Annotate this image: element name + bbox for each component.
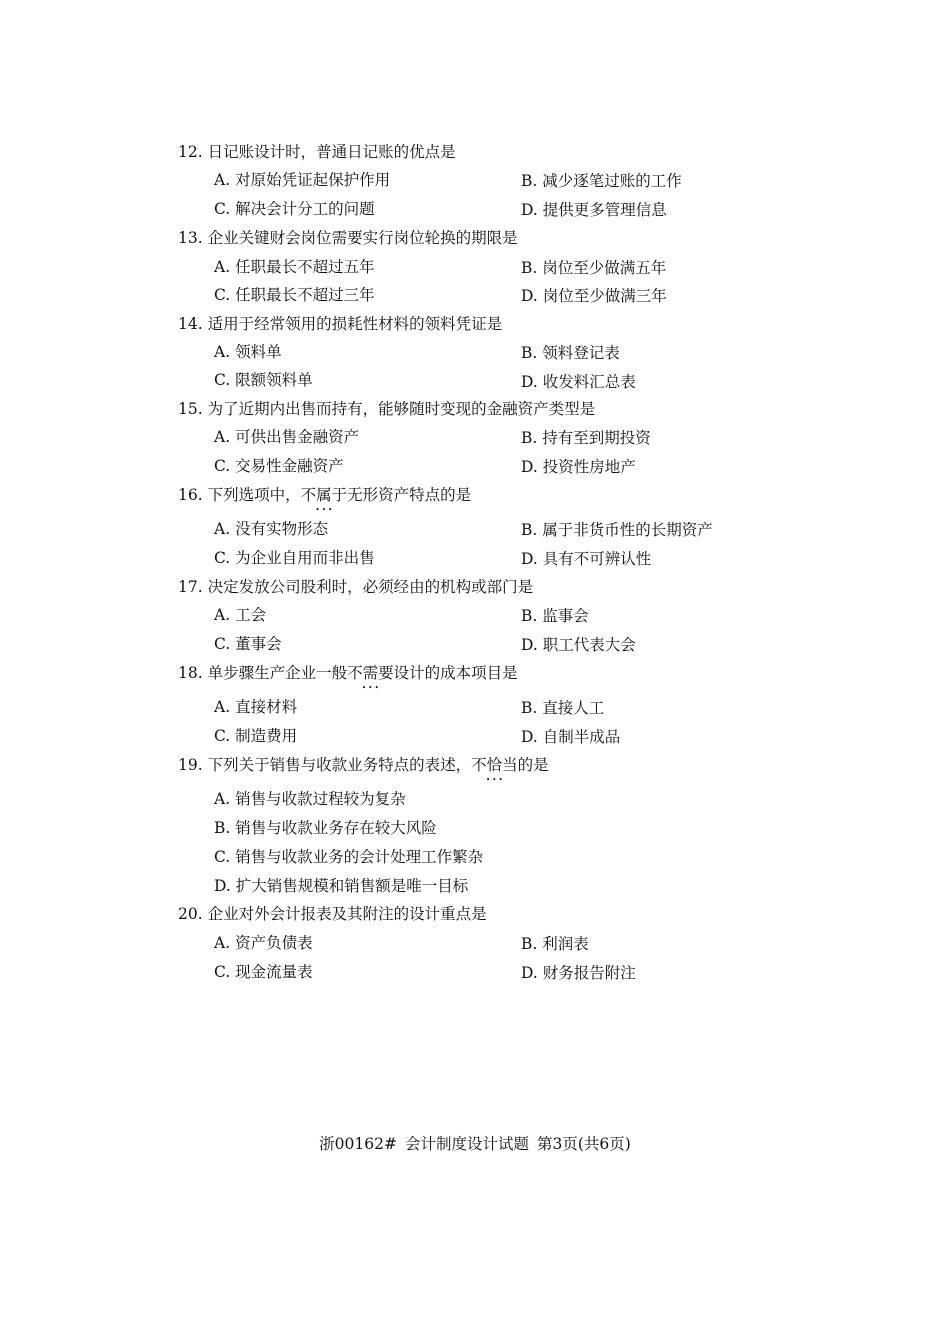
emphasis-text: 不需要 • • • (347, 663, 394, 683)
option-13-d: D. 岗位至少做满三年 (521, 287, 667, 305)
option-15-b: B. 持有至到期投资 (521, 429, 651, 447)
question-12 (178, 142, 456, 162)
question-stem: 适用于经常领用的损耗性材料的领料凭证是 (207, 315, 503, 333)
option-14-a: A. 领料单 (214, 343, 282, 361)
page-number: 第3页(共6页) (536, 1135, 631, 1153)
option-13-b: B. 岗位至少做满五年 (521, 259, 667, 277)
option-14-c: C. 限额领料单 (214, 371, 313, 389)
emphasis-text: 不属于 • • • (301, 485, 348, 505)
question-number: 15. (178, 400, 203, 418)
question-19 (178, 755, 549, 775)
question-number: 12. (178, 143, 203, 161)
page-footer (0, 1132, 950, 1154)
question-14 (178, 314, 502, 334)
question-number: 17. (178, 578, 203, 596)
option-14-d: D. 收发料汇总表 (521, 373, 636, 391)
option-17-c: C. 董事会 (214, 635, 282, 653)
option-17-b: B. 监事会 (521, 607, 589, 625)
option-15-c: C. 交易性金融资产 (214, 457, 344, 475)
question-stem: 下列关于销售与收款业务特点的表述， (207, 756, 472, 774)
question-stem: 企业关键财会岗位需要实行岗位轮换的期限是 (207, 229, 518, 247)
option-16-d: D. 具有不可辨认性 (521, 550, 652, 568)
option-15-a: A. 可供出售金融资产 (214, 428, 360, 446)
question-number: 20. (178, 905, 203, 923)
question-number: 19. (178, 756, 203, 774)
option-17-a: A. 工会 (214, 606, 267, 624)
question-stem: 下列选项中， (207, 486, 301, 504)
option-19-d: D. 扩大销售规模和销售额是唯一目标 (214, 877, 469, 895)
option-19-b: B. 销售与收款业务存在较大风险 (214, 819, 437, 837)
question-17 (178, 577, 533, 597)
question-stem: 为了近期内出售而持有，能够随时变现的金融资产类型是 (207, 400, 596, 418)
option-16-c: C. 为企业自用而非出售 (214, 549, 375, 567)
option-18-b: B. 直接人工 (521, 699, 605, 717)
question-20 (178, 904, 487, 924)
option-18-c: C. 制造费用 (214, 727, 298, 745)
option-19-a: A. 销售与收款过程较为复杂 (214, 790, 406, 808)
option-17-d: D. 职工代表大会 (521, 636, 636, 654)
question-stem: 日记账设计时，普通日记账的优点是 (207, 143, 456, 161)
question-stem-end: 无形资产特点的是 (347, 486, 472, 504)
option-16-a: A. 没有实物形态 (214, 520, 329, 538)
option-15-d: D. 投资性房地产 (521, 458, 636, 476)
option-14-b: B. 领料登记表 (521, 344, 620, 362)
option-12-a: A. 对原始凭证起保护作用 (214, 171, 391, 189)
option-20-b: B. 利润表 (521, 935, 589, 953)
question-stem-end: 设计的成本项目是 (393, 664, 518, 682)
option-12-d: D. 提供更多管理信息 (521, 201, 667, 219)
option-18-d: D. 自制半成品 (521, 728, 621, 746)
course-title: 会计制度设计试题 (404, 1135, 529, 1153)
option-20-a: A. 资产负债表 (214, 934, 313, 952)
option-20-c: C. 现金流量表 (214, 963, 313, 981)
question-number: 13. (178, 229, 203, 247)
option-20-d: D. 财务报告附注 (521, 964, 636, 982)
question-15 (178, 399, 595, 419)
option-16-b: B. 属于非货币性的长期资产 (521, 521, 713, 539)
question-stem: 单步骤生产企业一般 (207, 664, 348, 682)
question-stem-end: 的是 (517, 756, 549, 774)
question-number: 14. (178, 315, 203, 333)
question-number: 18. (178, 664, 203, 682)
exam-code: 浙00162# (319, 1135, 397, 1153)
question-18 (178, 663, 518, 683)
option-19-c: C. 销售与收款业务的会计处理工作繁杂 (214, 848, 484, 866)
option-18-a: A. 直接材料 (214, 698, 298, 716)
question-stem: 企业对外会计报表及其附注的设计重点是 (207, 905, 487, 923)
option-13-a: A. 任职最长不超过五年 (214, 258, 375, 276)
option-13-c: C. 任职最长不超过三年 (214, 286, 375, 304)
question-13 (178, 228, 518, 248)
emphasis-text: 不恰当 • • • (471, 755, 518, 775)
question-number: 16. (178, 486, 203, 504)
question-stem: 决定发放公司股利时，必须经由的机构或部门是 (207, 578, 534, 596)
option-12-b: B. 减少逐笔过账的工作 (521, 172, 682, 190)
option-12-c: C. 解决会计分工的问题 (214, 200, 375, 218)
question-16 (178, 485, 471, 505)
